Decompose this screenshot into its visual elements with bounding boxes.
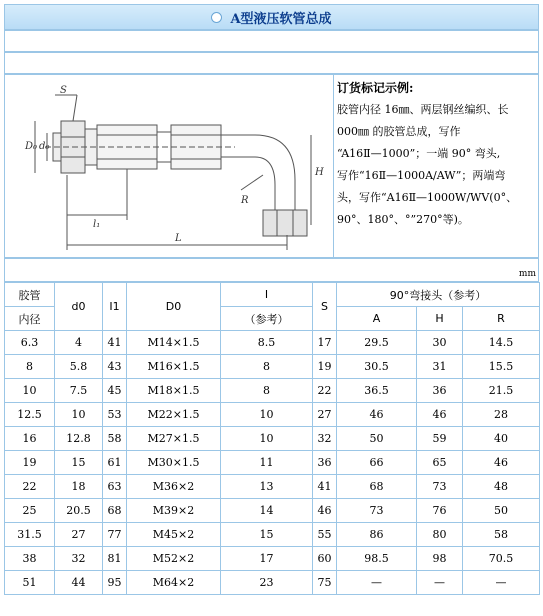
- order-example: [334, 75, 538, 257]
- order-heading: 订货标记示例:: [337, 81, 414, 95]
- table-cell: 12.5: [5, 403, 55, 427]
- table-cell: 60: [313, 547, 337, 571]
- table-cell: 22: [5, 475, 55, 499]
- table-cell: 22: [313, 379, 337, 403]
- table-cell: 98.5: [337, 547, 417, 571]
- table-cell: 11: [221, 451, 313, 475]
- table-cell: M52×2: [127, 547, 221, 571]
- table-cell: 21.5: [463, 379, 540, 403]
- table-cell: 14: [221, 499, 313, 523]
- table-cell: 8: [221, 355, 313, 379]
- order-line: 90°、180°、°”270°等)。: [337, 213, 469, 226]
- header-D0: D0: [127, 283, 221, 331]
- table-cell: 32: [55, 547, 103, 571]
- table-row: [5, 331, 540, 355]
- table-cell: 76: [417, 499, 463, 523]
- table-cell: M27×1.5: [127, 427, 221, 451]
- table-cell: 51: [5, 571, 55, 595]
- table-cell: 23: [221, 571, 313, 595]
- table-cell: 46: [313, 499, 337, 523]
- table-cell: 80: [417, 523, 463, 547]
- table-cell: 44: [55, 571, 103, 595]
- table-cell: 18: [55, 475, 103, 499]
- hose-diagram: [5, 75, 333, 257]
- table-cell: 19: [313, 355, 337, 379]
- table-cell: 7.5: [55, 379, 103, 403]
- table-cell: 53: [103, 403, 127, 427]
- table-cell: 66: [337, 451, 417, 475]
- table-cell: 16: [5, 427, 55, 451]
- table-cell: 10: [221, 427, 313, 451]
- table-cell: 40: [463, 427, 540, 451]
- table-cell: 63: [103, 475, 127, 499]
- table-cell: 4: [55, 331, 103, 355]
- header-hose: 胶管: [5, 283, 55, 307]
- table-row: [5, 451, 540, 475]
- table-cell: 68: [337, 475, 417, 499]
- table-cell: 55: [313, 523, 337, 547]
- table-cell: 46: [337, 403, 417, 427]
- table-cell: 12.8: [55, 427, 103, 451]
- table-cell: 50: [463, 499, 540, 523]
- table-row: [5, 475, 540, 499]
- table-cell: 58: [103, 427, 127, 451]
- table-cell: 25: [5, 499, 55, 523]
- table-cell: 30.5: [337, 355, 417, 379]
- label-s: S: [60, 85, 67, 96]
- table-cell: 5.8: [55, 355, 103, 379]
- table-cell: M22×1.5: [127, 403, 221, 427]
- order-line: 头，写作“A16Ⅱ—1000W/WV(0°、: [337, 191, 518, 204]
- table-cell: 81: [103, 547, 127, 571]
- header-h: H: [417, 307, 463, 331]
- table-cell: M36×2: [127, 475, 221, 499]
- table-cell: M39×2: [127, 499, 221, 523]
- table-cell: 50: [337, 427, 417, 451]
- table-cell: 32: [313, 427, 337, 451]
- header-elbow: 90°弯接头（参考）: [337, 283, 540, 307]
- table-body: [5, 331, 540, 595]
- blank-row: [4, 30, 539, 52]
- table-cell: 70.5: [463, 547, 540, 571]
- header-r: R: [463, 307, 540, 331]
- table-cell: 73: [337, 499, 417, 523]
- table-row: [5, 403, 540, 427]
- label-d0-upper: D₀: [25, 141, 38, 152]
- table-cell: 27: [313, 403, 337, 427]
- table-cell: 86: [337, 523, 417, 547]
- table-cell: 13: [221, 475, 313, 499]
- table-cell: 8.5: [221, 331, 313, 355]
- table-cell: 36.5: [337, 379, 417, 403]
- table-cell: —: [417, 571, 463, 595]
- table-row: [5, 571, 540, 595]
- table-cell: 59: [417, 427, 463, 451]
- table-cell: M30×1.5: [127, 451, 221, 475]
- table-cell: M64×2: [127, 571, 221, 595]
- label-r: R: [241, 195, 249, 206]
- table-cell: 31.5: [5, 523, 55, 547]
- table-cell: 20.5: [55, 499, 103, 523]
- hose-drawing: [5, 75, 334, 257]
- table-cell: 27: [55, 523, 103, 547]
- header-ref: （参考）: [221, 307, 313, 331]
- table-cell: —: [337, 571, 417, 595]
- table-cell: 45: [103, 379, 127, 403]
- unit-label: mm: [518, 269, 536, 279]
- table-cell: 46: [463, 451, 540, 475]
- table-cell: 38: [5, 547, 55, 571]
- order-line: 写作“16Ⅱ—1000A/AW”；两端弯: [337, 169, 506, 182]
- header-d0: d0: [55, 283, 103, 331]
- table-cell: 19: [5, 451, 55, 475]
- table-cell: M18×1.5: [127, 379, 221, 403]
- table-cell: 28: [463, 403, 540, 427]
- header-i: I: [221, 283, 313, 307]
- label-l: L: [175, 233, 182, 244]
- label-h: H: [315, 167, 324, 178]
- table-cell: 29.5: [337, 331, 417, 355]
- table-cell: 36: [417, 379, 463, 403]
- header-l1: I1: [103, 283, 127, 331]
- table-cell: 61: [103, 451, 127, 475]
- table-cell: 68: [103, 499, 127, 523]
- table-cell: 36: [313, 451, 337, 475]
- table-cell: 17: [313, 331, 337, 355]
- table-cell: 65: [417, 451, 463, 475]
- label-l1: l₁: [93, 219, 101, 230]
- table-cell: M16×1.5: [127, 355, 221, 379]
- bullet-icon: [211, 12, 222, 23]
- info-panel: [4, 74, 539, 258]
- table-cell: 98: [417, 547, 463, 571]
- table-cell: M45×2: [127, 523, 221, 547]
- table-cell: 15: [55, 451, 103, 475]
- table-cell: 31: [417, 355, 463, 379]
- table-cell: 17: [221, 547, 313, 571]
- table-row: [5, 547, 540, 571]
- table-cell: 10: [5, 379, 55, 403]
- table-cell: 6.3: [5, 331, 55, 355]
- unit-row: [4, 258, 539, 282]
- table-row: [5, 427, 540, 451]
- table-cell: 8: [5, 355, 55, 379]
- table-cell: 10: [221, 403, 313, 427]
- order-line: 胶管内径 16㎜、两层钢丝编织、长: [337, 103, 509, 116]
- table-cell: 41: [313, 475, 337, 499]
- table-row: [5, 355, 540, 379]
- table-row: [5, 379, 540, 403]
- table-cell: 8: [221, 379, 313, 403]
- table-cell: 48: [463, 475, 540, 499]
- table-cell: 41: [103, 331, 127, 355]
- header-a: A: [337, 307, 417, 331]
- blank-row: [4, 52, 539, 74]
- table-cell: 75: [313, 571, 337, 595]
- table-cell: 58: [463, 523, 540, 547]
- table-cell: 73: [417, 475, 463, 499]
- table-cell: 15: [221, 523, 313, 547]
- order-line: 000㎜ 的胶管总成，写作: [337, 125, 461, 138]
- label-d0-lower: d₀: [39, 141, 50, 152]
- spec-table: [4, 282, 540, 595]
- table-row: [5, 523, 540, 547]
- table-cell: 95: [103, 571, 127, 595]
- table-row: [5, 499, 540, 523]
- table-cell: —: [463, 571, 540, 595]
- table-cell: 30: [417, 331, 463, 355]
- order-line: “A16Ⅱ—1000”；一端 90° 弯头,: [337, 147, 501, 160]
- table-cell: 15.5: [463, 355, 540, 379]
- table-cell: 10: [55, 403, 103, 427]
- page-title: A型液压软管总成: [230, 11, 332, 27]
- table-cell: 14.5: [463, 331, 540, 355]
- table-cell: M14×1.5: [127, 331, 221, 355]
- table-cell: 46: [417, 403, 463, 427]
- header-inner: 内径: [5, 307, 55, 331]
- table-cell: 77: [103, 523, 127, 547]
- header-s: S: [313, 283, 337, 331]
- table-cell: 43: [103, 355, 127, 379]
- title-bar: [4, 4, 539, 30]
